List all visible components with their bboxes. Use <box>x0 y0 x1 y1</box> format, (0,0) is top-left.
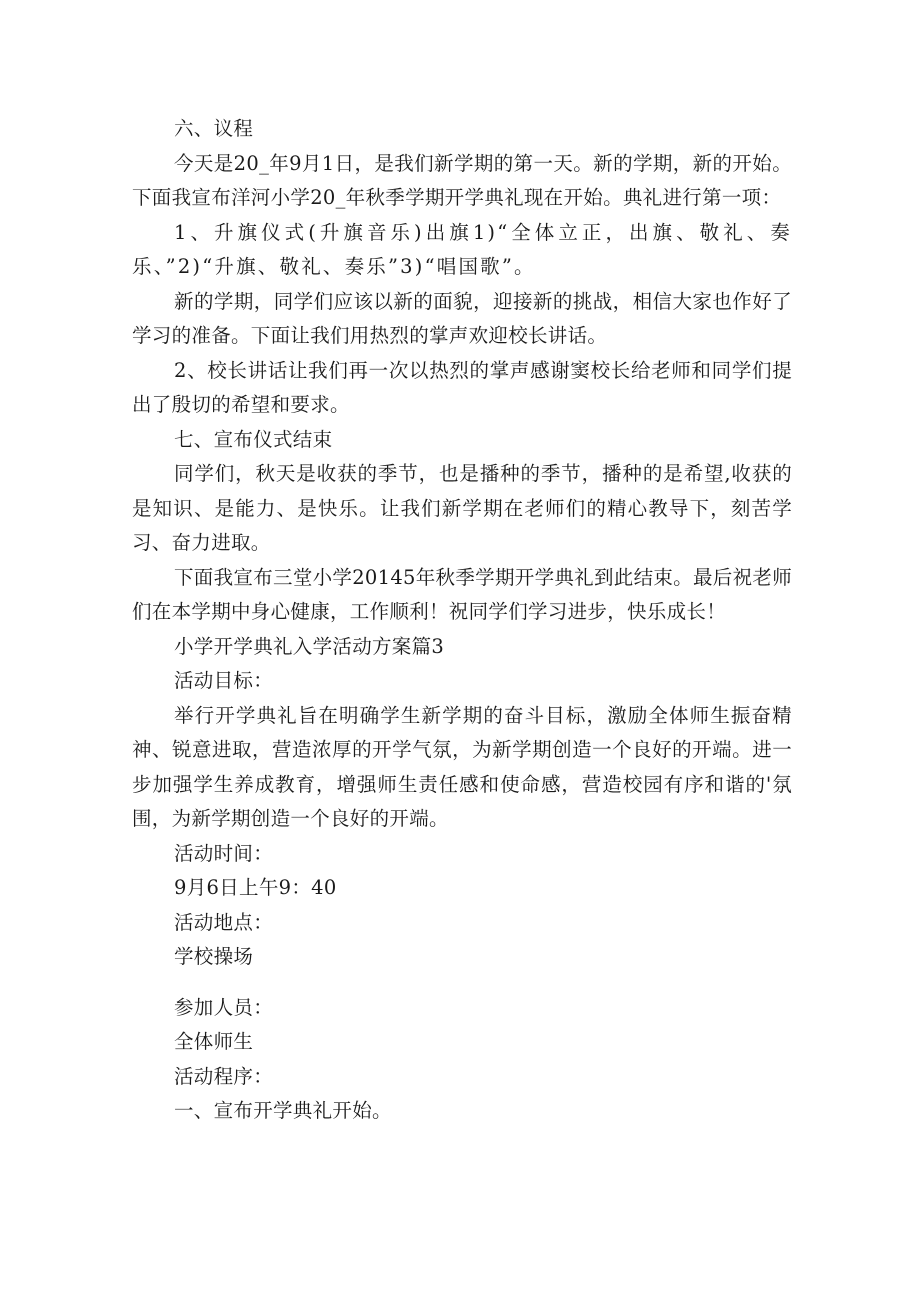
value-activity-location: 学校操场 <box>174 945 254 968</box>
paragraph-conclusion: 下面我宣布三堂小学20145年秋季学期开学典礼到此结束。最后祝老师们在本学期中身心健康，工作顺利！祝同学们学习进步，快乐成长！ <box>132 565 792 623</box>
paragraph-principal-speech: 2、校长讲话让我们再一次以热烈的掌声感谢窦校长给老师和同学们提出了殷切的希望和要求。 <box>132 358 792 416</box>
label-activity-time: 活动时间： <box>174 841 274 865</box>
label-activity-procedure: 活动程序： <box>174 1064 274 1088</box>
plan-title: 小学开学典礼入学活动方案篇3 <box>174 634 445 658</box>
procedure-step-1: 一、宣布开学典礼开始。 <box>174 1099 392 1122</box>
paragraph-activity-goal: 举行开学典礼旨在明确学生新学期的奋斗目标，激励全体师生振奋精神、锐意进取，营造浓厚的开学气氛，为新学期创造一个良好的开端。进一步加强学生养成教育，增强师生责任感和使命感，营造校园有序和谐的'氛围，为新学期创造一个良好的开端。 <box>132 703 792 830</box>
document-body <box>132 112 792 1129</box>
paragraph-new-term: 新的学期，同学们应该以新的面貌，迎接新的挑战，相信大家也作好了学习的准备。下面让我们用热烈的掌声欢迎校长讲话。 <box>132 289 792 347</box>
paragraph-opening: 今天是20_年9月1日，是我们新学期的第一天。新的学期，新的开始。下面我宣布洋河小学20_年秋季学期开学典礼现在开始。典礼进行第一项： <box>132 151 792 209</box>
value-participants: 全体师生 <box>174 1030 254 1053</box>
label-activity-goal: 活动目标： <box>174 669 274 692</box>
section-heading-closing: 七、宣布仪式结束 <box>174 427 333 451</box>
section-heading-agenda: 六、议程 <box>174 117 254 140</box>
value-activity-time: 9月6日上午9：40 <box>174 876 337 899</box>
label-activity-location: 活动地点： <box>174 910 274 934</box>
paragraph-flag-ceremony: 1、升旗仪式(升旗音乐)出旗1)“全体立正，出旗、敬礼、奏乐、”2)“升旗、敬礼、奏乐”3)“唱国歌”。 <box>132 220 792 278</box>
label-participants: 参加人员： <box>174 995 274 1019</box>
paragraph-spacer <box>132 975 792 991</box>
paragraph-autumn: 同学们，秋天是收获的季节，也是播种的季节，播种的是希望,收获的是知识、是能力、是快乐。让我们新学期在老师们的精心教导下，刻苦学习、奋力进取。 <box>132 462 792 554</box>
